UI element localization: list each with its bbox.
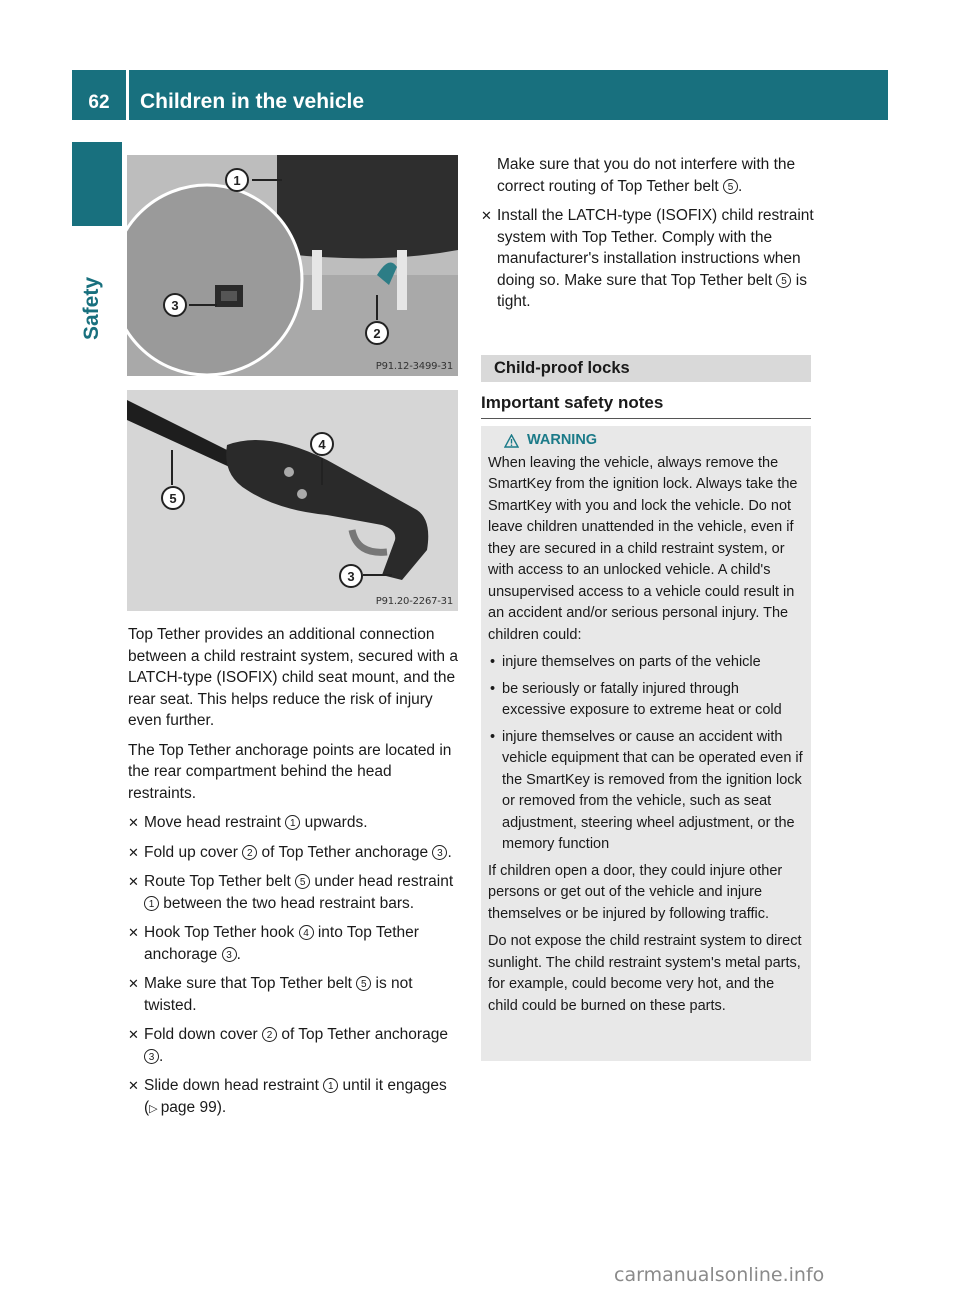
step-arrow-icon: ✕ — [128, 815, 139, 830]
warning-title: WARNING — [488, 430, 804, 452]
figure-code: P91.20-2267-31 — [375, 596, 453, 607]
callout-5: 5 — [161, 486, 185, 510]
warning-box — [481, 426, 811, 1061]
warning-bullet: • be seriously or fatally injured through excessive exposure to extreme heat or cold — [490, 680, 782, 718]
callout-4: 4 — [310, 432, 334, 456]
warning-bullet: • injure themselves on parts of the vehicle — [490, 654, 761, 670]
figure-tether-hook — [127, 390, 458, 611]
callout-ref: 3 — [432, 845, 447, 860]
figure-code: P91.12-3499-31 — [375, 361, 453, 372]
intro-paragraph: Top Tether provides an additional connection between a child restraint system, secured with a LATCH-type (ISOFIX) child seat mount, and the rear seat. This helps reduce the risk of injury even further. — [128, 626, 458, 729]
page-ref-arrow-icon: ▷ — [149, 1102, 161, 1115]
left-column — [128, 624, 462, 1128]
header-divider — [126, 70, 129, 120]
step-arrow-icon: ✕ — [128, 1027, 139, 1042]
warning-triangle-icon — [504, 434, 519, 448]
step-3: ✕ Route Top Tether belt 5 under head restraint 1 between the two head restraint bars. — [128, 873, 454, 912]
callout-ref: 5 — [356, 976, 371, 991]
section-heading: Child-proof locks — [481, 355, 811, 382]
step-arrow-icon: ✕ — [128, 844, 139, 860]
callout-2: 2 — [365, 321, 389, 345]
callout-1: 1 — [225, 168, 249, 192]
step-6: ✕ Fold down cover 2 of Top Tether anchorage 3 . — [128, 1026, 448, 1065]
warning-paragraph: Do not expose the child restraint system to direct sunlight. The child restraint system's metal parts, for example, could become very hot, and the child could be burned on these parts. — [488, 933, 802, 1014]
callout-ref: 1 — [285, 815, 300, 830]
warning-paragraph: When leaving the vehicle, always remove the SmartKey from the ignition lock. Always take the SmartKey with you and lock the vehicle. Do not leave children unattended in the vehicle, even if they are secured in a child restraint system, or with access to an unlocked vehicle. A child's unsupervised access to a vehicle could result in an accident and/or serious personal injury. The children could: — [488, 454, 798, 643]
callout-ref: 1 — [144, 896, 159, 911]
step-2: ✕ Fold up cover 2 of Top Tether anchorage 3 . — [128, 842, 462, 864]
callout-ref: 2 — [262, 1027, 277, 1042]
step-arrow-icon: ✕ — [481, 208, 492, 223]
step-arrow-icon: ✕ — [128, 976, 139, 991]
warning-paragraph: If children open a door, they could injure other persons or get out of the vehicle and injure themselves or be injured by following traffic. — [488, 862, 783, 922]
sub-heading: Important safety notes — [481, 393, 811, 419]
step-install: ✕ Install the LATCH-type (ISOFIX) child restraint system with Top Tether. Comply with the manufacturer's installation instructions when doing so. Make sure that Top Tether belt 5 is tight. — [481, 207, 814, 310]
step-arrow-icon: ✕ — [128, 874, 139, 889]
step-7: ✕ Slide down head restraint 1 until it engages (▷ page 99). — [128, 1077, 447, 1116]
step-arrow-icon: ✕ — [128, 925, 139, 940]
head-restraint-illustration — [127, 155, 458, 376]
warning-bullet: • injure themselves or cause an accident with vehicle equipment that can be operated even if the SmartKey is removed from the ignition lock or removed from the vehicle, such as seat adjustment, steering wheel adjustment, or the memory function — [490, 728, 803, 852]
figure-head-restraint — [127, 155, 458, 376]
callout-ref: 2 — [242, 845, 257, 860]
callout-3: 3 — [163, 293, 187, 317]
callout-ref: 5 — [295, 874, 310, 889]
callout-ref: 5 — [723, 179, 738, 194]
page-number: 62 — [88, 92, 110, 113]
side-tab-label: Safety — [80, 276, 103, 340]
callout-ref: 1 — [323, 1078, 338, 1093]
right-column — [481, 154, 814, 321]
callout-3b: 3 — [339, 564, 363, 588]
continued-paragraph: Make sure that you do not interfere with the correct routing of Top Tether belt 5 . — [497, 156, 796, 195]
chapter-title: Children in the vehicle — [140, 90, 365, 113]
step-4: ✕ Hook Top Tether hook 4 into Top Tether anchorage 3 . — [128, 924, 419, 963]
callout-ref: 3 — [222, 947, 237, 962]
callout-ref: 4 — [299, 925, 314, 940]
step-1: ✕ Move head restraint 1 upwards. — [128, 812, 462, 834]
step-5: ✕ Make sure that Top Tether belt 5 is not twisted. — [128, 975, 413, 1014]
step-arrow-icon: ✕ — [128, 1078, 139, 1093]
location-paragraph: The Top Tether anchorage points are located in the rear compartment behind the head restraints. — [128, 741, 452, 802]
callout-ref: 3 — [144, 1049, 159, 1064]
callout-ref: 5 — [776, 273, 791, 288]
watermark: carmanualsonline.info — [614, 1264, 825, 1286]
page-reference-link[interactable]: page 99). — [160, 1098, 227, 1116]
side-tab-marker — [72, 142, 122, 226]
